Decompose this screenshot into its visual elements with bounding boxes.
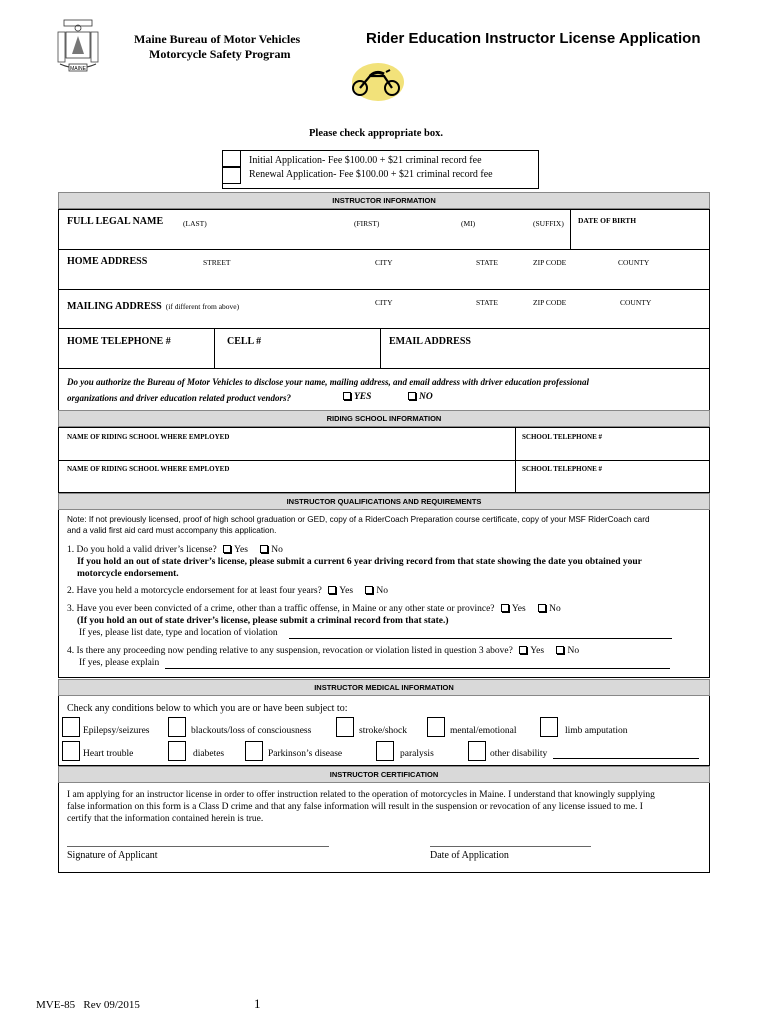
- home-address-label: HOME ADDRESS: [67, 256, 148, 267]
- mailing-address-label: MAILING ADDRESS (if different from above): [67, 301, 240, 312]
- q3-list-label: If yes, please list date, type and location of violation: [79, 628, 278, 638]
- state-seal-icon: [56, 18, 100, 76]
- email-address-field[interactable]: EMAIL ADDRESS: [389, 336, 471, 347]
- q2-yes-checkbox[interactable]: Yes: [328, 586, 353, 596]
- question-2: 2. Have you held a motorcycle endorsement for at least four years? Yes No: [67, 586, 389, 596]
- date-of-application-label: Date of Application: [430, 850, 509, 861]
- fee-prompt: Please check appropriate box.: [309, 128, 443, 139]
- q1-note-line1: If you hold an out of state driver’s license, please submit a current 6 year driving record from that state showing the date you obtained your: [77, 557, 642, 567]
- riding-school-name-1[interactable]: NAME OF RIDING SCHOOL WHERE EMPLOYED: [67, 433, 230, 441]
- renewal-application-checkbox[interactable]: [222, 167, 241, 184]
- q3-yes-checkbox[interactable]: Yes: [501, 604, 526, 614]
- section-instructor-medical-information: INSTRUCTOR MEDICAL INFORMATION: [58, 679, 710, 696]
- page-number: 1: [254, 996, 261, 1011]
- q1-yes-checkbox[interactable]: Yes: [223, 545, 248, 555]
- qualifications-note-line1: Note: If not previously licensed, proof of high school graduation or GED, copy of a RiderCoach Preparation course certificate, copy of your MSF RiderCoach card: [67, 515, 650, 524]
- authorize-yes-checkbox[interactable]: YES: [343, 392, 371, 402]
- last-name-field[interactable]: (LAST): [183, 219, 207, 228]
- question-3: 3. Have you ever been convicted of a crime, other than a traffic offense, in Maine or any other state or province? Yes No: [67, 604, 561, 614]
- question-1: 1. Do you hold a valid driver’s license? Yes No: [67, 545, 283, 555]
- riding-school-name-2[interactable]: NAME OF RIDING SCHOOL WHERE EMPLOYED: [67, 465, 230, 473]
- epilepsy-label: Epilepsy/seizures: [83, 726, 150, 736]
- full-legal-name-label: FULL LEGAL NAME: [67, 216, 164, 227]
- cell-field[interactable]: CELL #: [227, 336, 262, 347]
- diabetes-checkbox[interactable]: [168, 741, 186, 761]
- authorize-no-checkbox[interactable]: NO: [408, 392, 433, 402]
- blackouts-label: blackouts/loss of consciousness: [191, 726, 312, 736]
- other-disability-input[interactable]: [553, 758, 699, 759]
- q2-no-checkbox[interactable]: No: [365, 586, 388, 596]
- initial-application-checkbox[interactable]: [222, 150, 241, 167]
- program-name: Motorcycle Safety Program: [149, 47, 291, 61]
- heart-trouble-checkbox[interactable]: [62, 741, 80, 761]
- parkinsons-checkbox[interactable]: [245, 741, 263, 761]
- certification-text-line3: certify that the information contained herein is true.: [67, 814, 264, 824]
- q4-explain-input[interactable]: [165, 668, 670, 669]
- q4-no-checkbox[interactable]: No: [556, 646, 579, 656]
- form-id: MVE-85 Rev 09/2015: [36, 999, 140, 1011]
- epilepsy-checkbox[interactable]: [62, 717, 80, 737]
- signature-label: Signature of Applicant: [67, 850, 158, 861]
- home-street-field[interactable]: STREET: [203, 258, 231, 267]
- authorize-question-line2: organizations and driver education related product vendors?: [67, 393, 292, 403]
- q1-no-checkbox[interactable]: No: [260, 545, 283, 555]
- mental-emotional-checkbox[interactable]: [427, 717, 445, 737]
- q4-explain-label: If yes, please explain: [79, 658, 160, 668]
- q3-list-input[interactable]: [289, 638, 672, 639]
- paralysis-checkbox[interactable]: [376, 741, 394, 761]
- parkinsons-label: Parkinson’s disease: [268, 749, 343, 759]
- authorize-question: [58, 369, 710, 411]
- question-4: 4. Is there any proceeding now pending relative to any suspension, revocation or violation listed in question 3 above? Yes No: [67, 646, 580, 656]
- mailing-state-field[interactable]: STATE: [476, 298, 498, 307]
- home-state-field[interactable]: STATE: [476, 258, 498, 267]
- certification-text-line1: I am applying for an instructor license in order to offer instruction related to the operation of motorcycles in Maine. I understand that knowingly supplying: [67, 790, 655, 800]
- school-telephone-1[interactable]: SCHOOL TELEPHONE #: [522, 433, 603, 441]
- section-instructor-qualifications: INSTRUCTOR QUALIFICATIONS AND REQUIREMENTS: [58, 493, 710, 510]
- home-city-field[interactable]: CITY: [375, 258, 393, 267]
- section-instructor-information: INSTRUCTOR INFORMATION: [58, 192, 710, 209]
- limb-amputation-checkbox[interactable]: [540, 717, 558, 737]
- q4-yes-checkbox[interactable]: Yes: [519, 646, 544, 656]
- form-title: Rider Education Instructor License Application: [366, 30, 701, 47]
- middle-initial-field[interactable]: (MI): [461, 219, 476, 228]
- suffix-field[interactable]: (SUFFIX): [533, 219, 564, 228]
- signature-input[interactable]: [67, 846, 329, 847]
- qualifications-note-line2: and a valid first aid card must accompany this application.: [67, 526, 277, 535]
- q1-note-line2: motorcycle endorsement.: [77, 569, 179, 579]
- org-name: Maine Bureau of Motor Vehicles: [134, 32, 301, 46]
- home-telephone-field[interactable]: HOME TELEPHONE #: [67, 336, 171, 347]
- stroke-checkbox[interactable]: [336, 717, 354, 737]
- q3-note: (If you hold an out of state driver’s license, please submit a criminal record from that state.): [77, 616, 449, 626]
- certification-text-line2: false information on this form is a Class D crime and that any false information will result in the suspension or revocation of any license issued to me. I: [67, 802, 643, 812]
- medical-prompt: Check any conditions below to which you are or have been subject to:: [67, 703, 348, 714]
- other-disability-checkbox[interactable]: [468, 741, 486, 761]
- other-disability-label: other disability: [490, 749, 548, 759]
- blackouts-checkbox[interactable]: [168, 717, 186, 737]
- mailing-zip-field[interactable]: ZIP CODE: [533, 298, 567, 307]
- mailing-city-field[interactable]: CITY: [375, 298, 393, 307]
- mental-emotional-label: mental/emotional: [450, 726, 517, 736]
- authorize-question-line1: Do you authorize the Bureau of Motor Vehicles to disclose your name, mailing address, and email address with driver education professional: [67, 377, 590, 387]
- date-of-birth-field[interactable]: DATE OF BIRTH: [578, 216, 637, 225]
- section-riding-school-information: RIDING SCHOOL INFORMATION: [58, 410, 710, 427]
- initial-application-label: Initial Application- Fee $100.00 + $21 criminal record fee: [249, 155, 482, 166]
- q3-no-checkbox[interactable]: No: [538, 604, 561, 614]
- stroke-label: stroke/shock: [359, 726, 408, 736]
- home-county-field[interactable]: COUNTY: [618, 258, 650, 267]
- limb-amputation-label: limb amputation: [565, 726, 628, 736]
- first-name-field[interactable]: (FIRST): [354, 219, 380, 228]
- paralysis-label: paralysis: [400, 749, 434, 759]
- home-zip-field[interactable]: ZIP CODE: [533, 258, 567, 267]
- section-instructor-certification: INSTRUCTOR CERTIFICATION: [58, 766, 710, 783]
- svg-text:MAINE: MAINE: [70, 66, 86, 72]
- date-of-application-input[interactable]: [430, 846, 591, 847]
- motorcycle-icon: [346, 60, 406, 102]
- heart-trouble-label: Heart trouble: [83, 749, 134, 759]
- renewal-application-label: Renewal Application- Fee $100.00 + $21 criminal record fee: [249, 169, 493, 180]
- mailing-county-field[interactable]: COUNTY: [620, 298, 652, 307]
- diabetes-label: diabetes: [193, 749, 225, 759]
- school-telephone-2[interactable]: SCHOOL TELEPHONE #: [522, 465, 603, 473]
